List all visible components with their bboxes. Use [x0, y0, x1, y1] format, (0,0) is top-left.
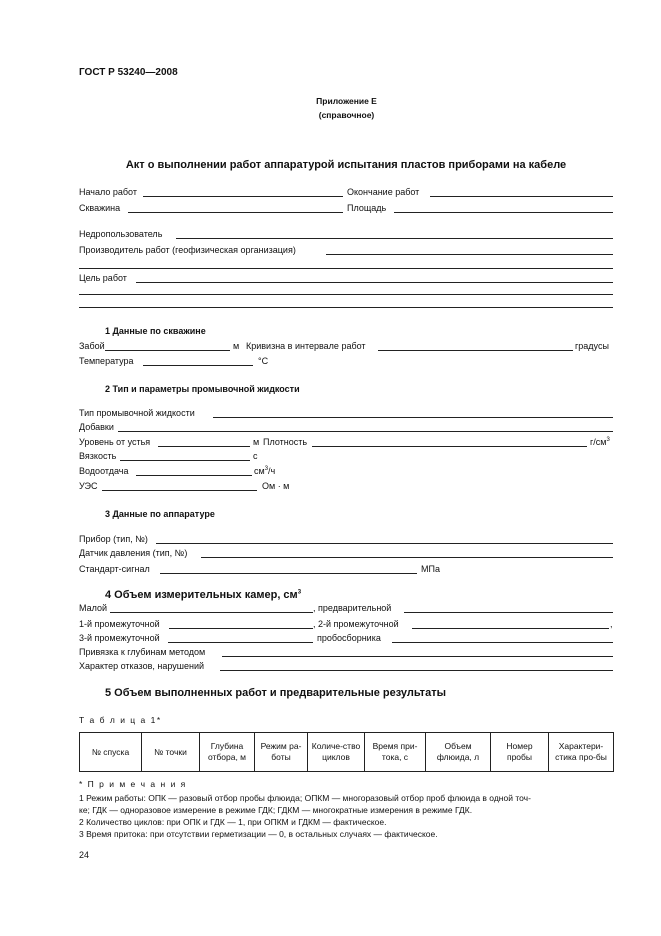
table-caption: Т а б л и ц а 1* [79, 715, 162, 725]
curvature-unit: градусы [575, 341, 609, 351]
standard-field[interactable] [160, 573, 417, 574]
density-label: Плотность [263, 437, 308, 447]
page-title: Акт о выполнении работ аппаратурой испытания пластов приборами на кабеле [125, 159, 567, 171]
fluid-type-label: Тип промывочной жидкости [79, 408, 195, 418]
standard-label: Стандарт-сигнал [79, 564, 150, 574]
start-label: Начало работ [79, 187, 137, 197]
note-1-line-1: 1 Режим работы: ОПК — разовый отбор пробы флюида; ОПКМ — многоразовый отбор проб флюида в одной точ- [79, 793, 531, 803]
bottom-label: Забой [79, 341, 105, 351]
viscosity-unit: с [253, 451, 258, 461]
sampler-field[interactable] [392, 642, 613, 643]
third-intermediate-field[interactable] [168, 642, 313, 643]
density-field[interactable] [312, 446, 587, 447]
well-field[interactable] [128, 212, 343, 213]
column-header: Режим ра-боты [255, 733, 308, 772]
device-label: Прибор (тип, №) [79, 534, 148, 544]
water-loss-unit: $см^3/ч$ [254, 466, 276, 476]
resistivity-field[interactable] [102, 490, 257, 491]
level-unit: м [253, 437, 260, 447]
area-field[interactable] [394, 212, 613, 213]
depth-binding-label: Привязка к глубинам методом [79, 647, 206, 657]
small-chamber-label: Малой [79, 603, 107, 613]
level-label: Уровень от устья [79, 437, 151, 447]
viscosity-field[interactable] [120, 460, 250, 461]
temperature-field[interactable] [143, 365, 253, 366]
column-header: № спуска [80, 733, 142, 772]
notes-heading: * П р и м е ч а н и я [79, 779, 187, 789]
area-label: Площадь [347, 203, 387, 213]
first-intermediate-label: 1-й промежуточной [79, 619, 160, 629]
note-1-line-2: ке; ГДК — одноразовое измерение в режиме ГДК; ГДКМ — многократные измерения в режиме ГДК. [79, 805, 473, 815]
results-table [79, 732, 614, 772]
note-2: 2 Количество циклов: при ОПК и ГДК — 1, при ОПКМ и ГДКМ — фактическое. [79, 817, 387, 827]
density-unit: $г/см^3$ [590, 437, 610, 447]
preliminary-chamber-label: , предварительной [313, 603, 392, 613]
resistivity-unit: Ом · м [262, 481, 290, 491]
section3-title: 3 Данные по аппаратуре [105, 509, 215, 519]
purpose-field-line3[interactable] [79, 307, 613, 308]
contractor-field[interactable] [326, 254, 613, 255]
viscosity-label: Вязкость [79, 451, 117, 461]
end-field[interactable] [430, 196, 613, 197]
standard-unit: МПа [421, 564, 440, 574]
appendix-type: (справочное) [318, 110, 375, 120]
depth-binding-field[interactable] [222, 656, 613, 657]
column-header: Объем флюида, л [426, 733, 491, 772]
purpose-field[interactable] [136, 282, 613, 283]
third-intermediate-label: 3-й промежуточной [79, 633, 160, 643]
temperature-label: Температура [79, 356, 134, 366]
appendix-label: Приложение Е [316, 96, 377, 106]
purpose-label: Цель работ [79, 273, 127, 283]
sensor-label: Датчик давления (тип, №) [79, 548, 188, 558]
table-header-row [80, 733, 614, 772]
column-header: Время при-тока, с [365, 733, 426, 772]
fluid-type-field[interactable] [213, 417, 613, 418]
additives-label: Добавки [79, 422, 114, 432]
section4-title: 4 Объем измерительных камер, $см^3$ [105, 589, 302, 601]
failures-label: Характер отказов, нарушений [79, 661, 205, 671]
resistivity-label: УЭС [79, 481, 98, 491]
bottom-field[interactable] [105, 350, 230, 351]
device-field[interactable] [156, 543, 613, 544]
additives-field[interactable] [118, 431, 613, 432]
sampler-label: пробосборника [317, 633, 381, 643]
second-intermediate-comma: , [610, 619, 613, 629]
failures-field[interactable] [220, 670, 613, 671]
curvature-label: Кривизна в интервале работ [246, 341, 366, 351]
preliminary-chamber-field[interactable] [404, 612, 613, 613]
section5-title: 5 Объем выполненных работ и предварительные результаты [105, 687, 446, 699]
note-3: 3 Время притока: при отсутствии герметизации — 0, в остальных случаях — фактическое. [79, 829, 438, 839]
level-field[interactable] [158, 446, 250, 447]
section1-title: 1 Данные по скважине [105, 326, 206, 336]
end-label: Окончание работ [347, 187, 420, 197]
page-number: 24 [79, 850, 90, 860]
section2-title: 2 Тип и параметры промывочной жидкости [105, 384, 300, 394]
document-id: ГОСТ Р 53240—2008 [79, 67, 178, 78]
first-intermediate-field[interactable] [169, 628, 313, 629]
subsoil-user-label: Недропользователь [79, 229, 163, 239]
well-label: Скважина [79, 203, 121, 213]
column-header: Количе-ство циклов [308, 733, 365, 772]
temperature-unit: °С [258, 356, 269, 366]
contractor-field-line2[interactable] [79, 268, 613, 269]
start-field[interactable] [143, 196, 343, 197]
column-header: Номер пробы [491, 733, 549, 772]
water-loss-label: Водоотдача [79, 466, 129, 476]
column-header: Характери-стика про-бы [549, 733, 614, 772]
second-intermediate-field[interactable] [412, 628, 609, 629]
sensor-field[interactable] [201, 557, 613, 558]
small-chamber-field[interactable] [110, 612, 313, 613]
second-intermediate-label: , 2-й промежуточной [313, 619, 399, 629]
contractor-label: Производитель работ (геофизическая организация) [79, 245, 296, 255]
bottom-unit: м [233, 341, 240, 351]
column-header: № точки [142, 733, 200, 772]
purpose-field-line2[interactable] [79, 294, 613, 295]
subsoil-user-field[interactable] [176, 238, 613, 239]
water-loss-field[interactable] [136, 475, 252, 476]
column-header: Глубина отбора, м [200, 733, 255, 772]
curvature-field[interactable] [378, 350, 573, 351]
